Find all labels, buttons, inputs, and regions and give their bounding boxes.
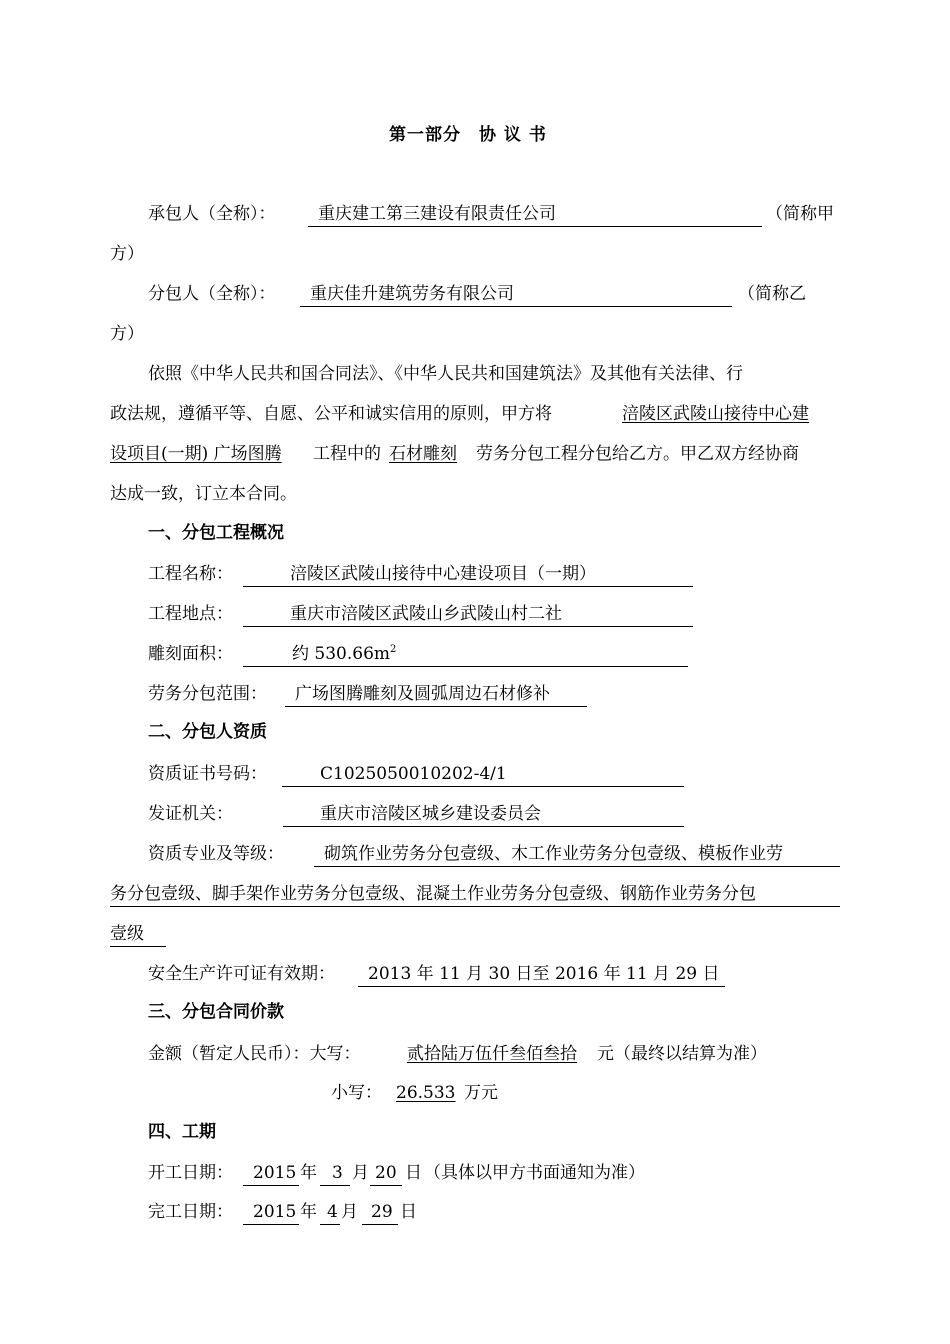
page-title: 第一部分 协 议 书 [389, 125, 547, 145]
intro-line-1: 依照《中华人民共和国合同法》、《中华人民共和国建筑法》及其他有关法律、行 [148, 364, 743, 384]
contractor-value: 重庆建工第三建设有限责任公司 [318, 204, 556, 224]
issuer-value: 重庆市涪陵区城乡建设委员会 [320, 804, 541, 824]
amount-small-value: 26.533 [396, 1083, 456, 1103]
grade-line-3: 壹级 [110, 924, 144, 944]
contractor-suffix: （简称甲 [766, 204, 834, 224]
amount-upper-value: 贰拾陆万伍仟叁佰叁拾 [407, 1044, 577, 1064]
start-year-underline [243, 1185, 299, 1186]
end-month-underline [320, 1224, 340, 1225]
intro-line-4: 达成一致，订立本合同。 [110, 484, 297, 504]
grade-line-1: 砌筑作业劳务分包壹级、木工作业劳务分包壹级、模板作业劳 [324, 844, 783, 864]
project-location-value: 重庆市涪陵区武陵山乡武陵山村二社 [290, 604, 562, 624]
end-date-label: 完工日期： [148, 1202, 233, 1222]
safety-permit-value: 2013 年 11 月 30 日至 2016 年 11 月 29 日 [368, 964, 720, 984]
scope-label: 劳务分包范围： [148, 684, 267, 704]
section-3-heading: 三、分包合同价款 [148, 1002, 284, 1022]
intro-work-type: 石材雕刻 [389, 444, 457, 464]
project-name-label: 工程名称： [148, 564, 233, 584]
project-name-underline [243, 586, 693, 587]
start-month-underline [320, 1185, 350, 1186]
subcontractor-suffix-2: 方） [110, 324, 144, 344]
project-name-value: 涪陵区武陵山接待中心建设项目（一期） [290, 564, 596, 584]
start-year: 2015 [253, 1163, 297, 1183]
issuer-underline [283, 826, 684, 827]
intro-project-part2: 设项目(一期) 广场图腾 [110, 444, 282, 464]
amount-small-unit: 万元 [464, 1083, 498, 1103]
subcontractor-label: 分包人（全称）： [148, 284, 276, 304]
amount-label: 金额（暂定人民币）：大写： [148, 1044, 361, 1064]
intro-line-3d: 劳务分包工程分包给乙方。甲乙双方经协商 [476, 444, 799, 464]
carving-area-label: 雕刻面积： [148, 644, 233, 664]
start-day: 20 [375, 1163, 397, 1183]
contractor-suffix-2: 方） [110, 244, 144, 264]
grade-underline-1 [314, 866, 840, 867]
issuer-label: 发证机关： [148, 804, 233, 824]
start-date-note: （具体以甲方书面通知为准） [424, 1163, 645, 1183]
scope-value: 广场图腾雕刻及圆弧周边石材修补 [295, 684, 550, 704]
end-year: 2015 [253, 1202, 297, 1222]
start-month: 3 [332, 1163, 343, 1183]
section-4-heading: 四、工期 [148, 1122, 216, 1142]
start-year-char: 年 [300, 1163, 317, 1183]
project-location-underline [243, 626, 693, 627]
section-2-heading: 二、分包人资质 [148, 722, 267, 742]
safety-permit-label: 安全生产许可证有效期： [148, 964, 335, 984]
intro-project-part1: 涪陵区武陵山接待中心建 [622, 404, 809, 424]
cert-number-underline [282, 786, 684, 787]
end-day-underline [362, 1224, 398, 1225]
amount-small-label: 小写： [331, 1083, 382, 1103]
cert-number-label: 资质证书号码： [148, 764, 267, 784]
contractor-label: 承包人（全称）： [148, 204, 276, 224]
start-month-char: 月 [352, 1163, 369, 1183]
carving-area-underline [243, 666, 688, 667]
subcontractor-underline [300, 306, 732, 307]
grade-line-2: 务分包壹级、脚手架作业劳务分包壹级、混凝土作业劳务分包壹级、钢筋作业劳务分包 [110, 884, 756, 904]
scope-underline [285, 706, 587, 707]
start-date-label: 开工日期： [148, 1163, 233, 1183]
cert-number-value: C1025050010202-4/1 [320, 764, 507, 784]
end-month-char: 月 [341, 1202, 358, 1222]
contractor-underline [308, 226, 762, 227]
safety-permit-underline [358, 986, 725, 987]
grade-underline-3 [110, 946, 166, 947]
end-day: 29 [371, 1202, 393, 1222]
intro-line-2a: 政法规，遵循平等、自愿、公平和诚实信用的原则，甲方将 [110, 404, 552, 424]
start-day-char: 日 [405, 1163, 422, 1183]
section-1-heading: 一、分包工程概况 [148, 523, 284, 543]
grade-underline-2 [110, 906, 840, 907]
intro-line-3b: 工程中的 [313, 444, 381, 464]
start-day-underline [370, 1185, 402, 1186]
project-location-label: 工程地点： [148, 604, 233, 624]
subcontractor-suffix: （简称乙 [738, 284, 806, 304]
end-year-underline [243, 1224, 299, 1225]
subcontractor-value: 重庆佳升建筑劳务有限公司 [310, 284, 514, 304]
end-year-char: 年 [300, 1202, 317, 1222]
carving-area-value: 约 $530.66m^2$ [292, 644, 397, 664]
amount-upper-suffix: 元（最终以结算为准） [597, 1044, 767, 1064]
grade-label: 资质专业及等级： [148, 844, 284, 864]
end-month: 4 [327, 1202, 338, 1222]
end-day-char: 日 [400, 1202, 417, 1222]
